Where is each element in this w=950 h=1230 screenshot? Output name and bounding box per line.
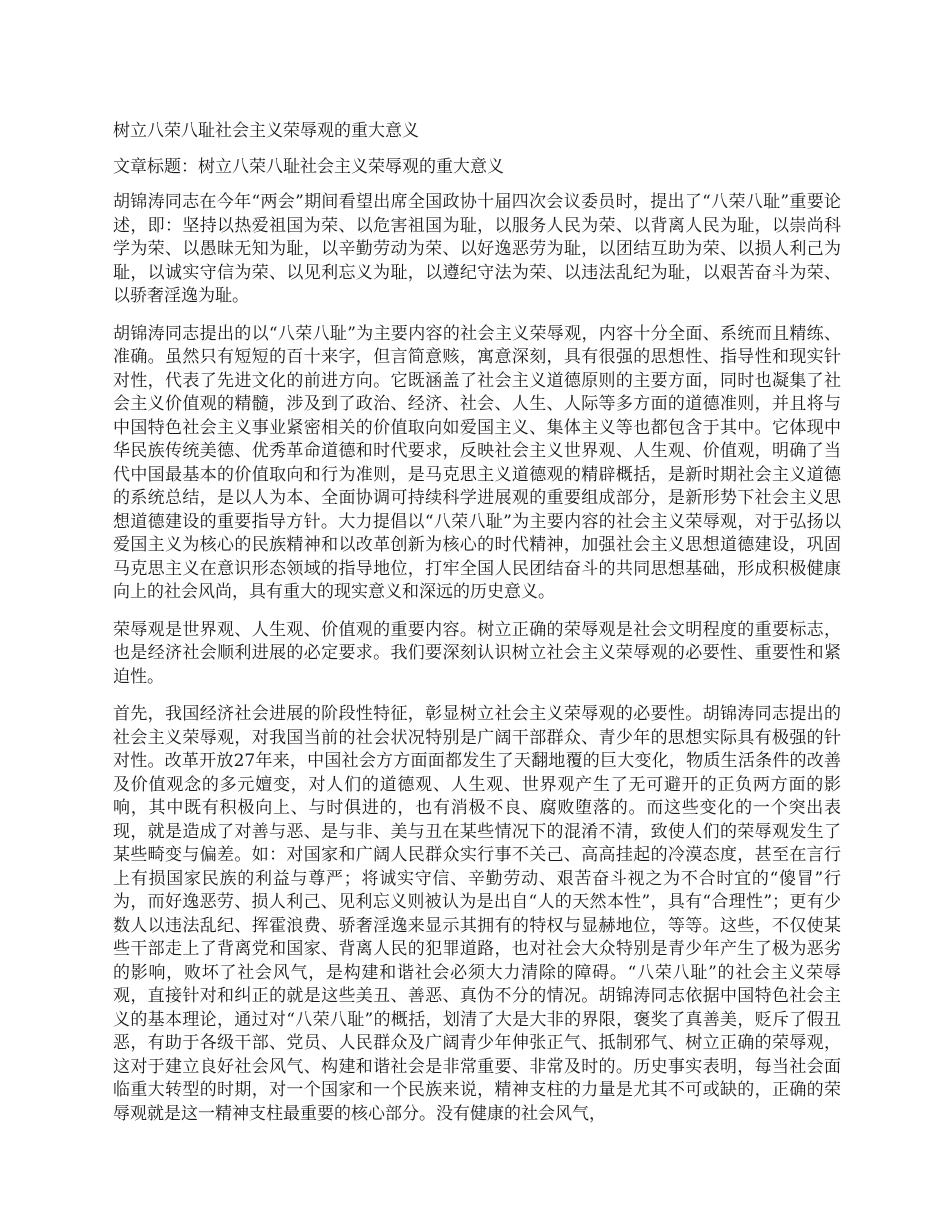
paragraph-1: 胡锦涛同志在今年“两会”期间看望出席全国政协十届四次会议委员时，提出了“八荣八耻”重要论述，即：坚持以热爱祖国为荣、以危害祖国为耻，以服务人民为荣、以背离人民为耻，以崇尚科学为荣、以愚昧无知为耻，以辛勤劳动为荣、以好逸恶劳为耻，以团结互助为荣、以损人利己为耻，以诚实守信为荣、以见利忘义为耻，以遵纪守法为荣、以违法乱纪为耻，以艰苦奋斗为荣、以骄奢淫逸为耻。 xyxy=(113,192,841,306)
paragraph-4: 首先，我国经济社会进展的阶段性特征，彰显树立社会主义荣辱观的必要性。胡锦涛同志提出的社会主义荣辱观，对我国当前的社会状况特别是广阔干部群众、青少年的思想实际具有极强的针对性。改革开放27年来，中国社会方方面面都发生了天翻地覆的巨大变化，物质生活条件的改善及价值观念的多元嬗变，对人们的道德观、人生观、世界观产生了无可避开的正负两方面的影响，其中既有积极向上、与时俱进的，也有消极不良、腐败堕落的。而这些变化的一个突出表现，就是造成了对善与恶、是与非、美与丑在某些情况下的混淆不清，致使人们的荣辱观发生了某些畸变与偏差。如：对国家和广阔人民群众实行事不关己、高高挂起的冷漠态度，甚至在言行上有损国家民族的利益与尊严；将诚实守信、辛勤劳动、艰苦奋斗视之为不合时宜的“傻冒”行为，而好逸恶劳、损人利己、见利忘义则被认为是出自“人的天然本性”，具有“合理性”；更有少数人以违法乱纪、挥霍浪费、骄奢淫逸来显示其拥有的特权与显赫地位，等等。这些，不仅使某些干部走上了背离党和国家、背离人民的犯罪道路，也对社会大众特别是青少年产生了极为恶劣的影响，败坏了社会风气，是构建和谐社会必须大力清除的障碍。“八荣八耻”的社会主义荣辱观，直接针对和纠正的就是这些美丑、善恶、真伪不分的情况。胡锦涛同志依据中国特色社会主义的基本理论，通过对“八荣八耻”的概括，划清了大是大非的界限，褒奖了真善美，贬斥了假丑恶，有助于各级干部、党员、人民群众及广阔青少年伸张正气、抵制邪气、树立正确的荣辱观，这对于建立良好社会风气、构建和谐社会是非常重要、非常及时的。历史事实表明，每当社会面临重大转型的时期，对一个国家和一个民族来说，精神支柱的力量是尤其不可或缺的，正确的荣辱观就是这一精神支柱最重要的核心部分。没有健康的社会风气， xyxy=(113,704,841,1124)
document-page xyxy=(113,120,841,1140)
document-title: 树立八荣八耻社会主义荣辱观的重大意义 xyxy=(113,121,419,141)
paragraph-2: 胡锦涛同志提出的以“八荣八耻”为主要内容的社会主义荣辱观，内容十分全面、系统而且精练、准确。虽然只有短短的百十来字，但言简意赅，寓意深刻，具有很强的思想性、指导性和现实针对性，代表了先进文化的前进方向。它既涵盖了社会主义道德原则的主要方面，同时也凝集了社会主义价值观的精髓，涉及到了政治、经济、社会、人生、人际等多方面的道德准则，并且将与中国特色社会主义事业紧密相关的价值取向如爱国主义、集体主义等也都包含于其中。它体现中华民族传统美德、优秀革命道德和时代要求，反映社会主义世界观、人生观、价值观，明确了当代中国最基本的价值取向和行为准则，是马克思主义道德观的精辟概括，是新时期社会主义道德的系统总结，是以人为本、全面协调可持续科学进展观的重要组成部分，是新形势下社会主义思想道德建设的重要指导方针。大力提倡以“八荣八耻”为主要内容的社会主义荣辱观，对于弘扬以爱国主义为核心的民族精神和以改革创新为核心的时代精神，加强社会主义思想道德建设，巩固马克思主义在意识形态领域的指导地位，打牢全国人民团结奋斗的共同思想基础，形成积极健康向上的社会风尚，具有重大的现实意义和深远的历史意义。 xyxy=(113,323,841,602)
document-subtitle: 文章标题：树立八荣八耻社会主义荣辱观的重大意义 xyxy=(113,156,504,177)
paragraph-3: 荣辱观是世界观、人生观、价值观的重要内容。树立正确的荣辱观是社会文明程度的重要标志，也是经济社会顺利进展的必定要求。我们要深刻认识树立社会主义荣辱观的必要性、重要性和紧迫性。 xyxy=(113,619,841,687)
